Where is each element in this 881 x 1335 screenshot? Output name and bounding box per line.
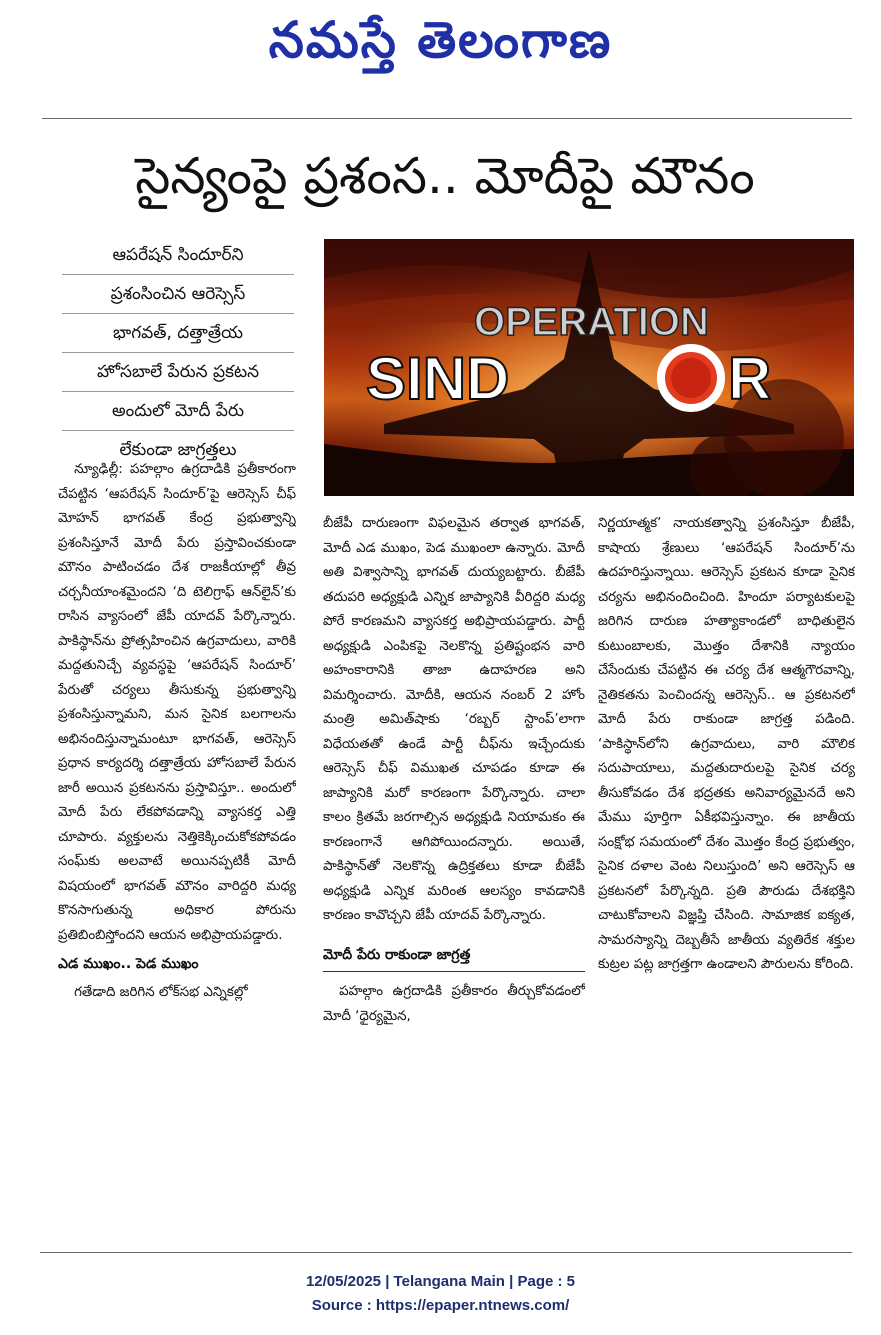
column1-tail: గతేడాది జరిగిన లోక్‌సభ ఎన్నికల్లో (74, 984, 248, 1000)
column1-body: న్యూఢిల్లీ: పహల్గాం ఉగ్రదాడికి ప్రతీకారంగా చేపట్టిన ‘ఆపరేషన్ సిందూర్’పై ఆరెస్సెస్ చీఫ్ మోహన్ భాగవత్ కేంద్ర ప్రభుత్వాన్ని ప్రశంసిస్తూనే మోదీ పేరు ప్రస్తావించకుండా మౌనం పాటించడం దేశ రాజకీయాల్లో తీవ్ర చర్చనీయాంశమైందని ‘ది టెలిగ్రాఫ్ ఆన్‌లైన్’కు రాసిన వ్యాసంలో జేపీ యాదవ్ పేర్కొన్నారు. పాకిస్థాన్‌ను ప్రోత్సహించిన ఉగ్రవాదులు, వారికి మద్దతునిచ్చే వ్యవస్థపై ‘ఆపరేషన్ సిందూర్’ పేరుతో చర్యలు తీసుకున్న ప్రభుత్వాన్ని ప్రశంసిస్తున్నామని, మన సైనిక బలగాలను అభినందిస్తున్నామంటూ భాగవత్, ఆరెస్సెస్ ప్రధాన కార్యదర్శి దత్తాత్రేయ హోసబాలే పేరున జారీ అయిన ప్రకటనను ప్రస్తావిస్తూ.. అందులో మోదీ పేరు లేకపోవడాన్ని వ్యాసకర్త ఎత్తి చూపారు. వ్యక్తులను నెత్తికెక్కించుకోకపోవడం సంఘ్‌కు అలవాటే అయినప్పటికీ మోదీ విషయంలో భాగవత్ మౌనం వారిద్దరి మధ్య కొనసాగుతున్న అధికార పోరును ప్రతిబింబిస్తోందని ఆయన అభిప్రాయపడ్డారు. (58, 462, 296, 943)
deck-line: ఆపరేషన్ సిందూర్‌ని (62, 236, 294, 275)
column1-subhead: ఎడ ముఖం.. పెడ ముఖం (58, 956, 199, 972)
masthead: నమస్తే తెలంగాణ (268, 10, 613, 69)
article-column-2 (323, 512, 585, 1242)
footer-divider (40, 1252, 852, 1253)
column3-body: నిర్ణయాత్మక’ నాయకత్వాన్ని ప్రశంసిస్తూ బీజేపీ, కాషాయ శ్రేణులు ‘ఆపరేషన్ సిందూర్’ను ఉదహరిస్తున్నాయి. ఆరెస్సెస్ ప్రకటన కూడా సైనిక చర్యను అభినందించింది. హిందూ పర్యాటకులపై జరిగిన దారుణ హత్యాకాండలో బాధితులైన కుటుంబాలకు, మొత్తం దేశానికి న్యాయం చేసేందుకు చేపట్టిన ఈ చర్య దేశ ఆత్మగౌరవాన్ని, నైతికతను పెంచిందన్న ఆరెస్సెస్.. ఆ ప్రకటనలో మోదీ పేరు రాకుండా జాగ్రత్త పడింది. ‘పాకిస్థాన్‌లోని ఉగ్రవాదులు, వారి మౌలిక సదుపాయాలు, మద్దతుదారులపై సైనిక చర్య తీసుకోవడం దేశ భద్రతకు అనివార్యమైనదే అని మేము పూర్తిగా ఏకీభవిస్తున్నాం. ఈ జాతీయ సంక్షోభ సమయంలో దేశం మొత్తం కేంద్ర ప్రభుత్వం, సైనిక దళాల వెంట నిలుస్తుంది’ అని ఆరెస్సెస్ ఆ ప్రకటనలో పేర్కొన్నది. ప్రతి పౌరుడు దేశభక్తిని చాటుకోవాలని విజ్ఞప్తి చేసింది. సామాజిక ఐక్యత, సామరస్యాన్ని దెబ్బతీసే జాతీయ వ్యతిరేక శక్తుల కుట్రల పట్ల జాగ్రత్తగా ఉండాలని పౌరులను కోరింది. (598, 516, 855, 972)
column2-subhead: మోదీ పేరు రాకుండా జాగ్రత్త (323, 939, 585, 973)
deck-line: భాగవత్, దత్తాత్రేయ (62, 314, 294, 353)
masthead-divider (42, 118, 852, 119)
deck-line: హోసబాలే పేరున ప్రకటన (62, 353, 294, 392)
photo-title-line2-end: R (728, 345, 772, 412)
footer-date-page: 12/05/2025 | Telangana Main | Page : 5 (305, 1273, 576, 1290)
deck (62, 236, 294, 469)
photo-title-line1: OPERATION (474, 300, 709, 344)
deck-line: లేకుండా జాగ్రత్తలు (119, 440, 237, 460)
column2-tail: పహల్గాం ఉగ్రదాడికి ప్రతీకారం తీర్చుకోవడంలో మోదీ ‘ధైర్యమైన, (323, 984, 585, 1024)
column2-body: బీజేపీ దారుణంగా విఫలమైన తర్వాత భాగవత్, మోదీ ఎడ ముఖం, పెడ ముఖంలా ఉన్నారు. మోదీ అతి విశ్వాసాన్ని భాగవత్ దుయ్యబట్టారు. బీజేపీ తదుపరి అధ్యక్షుడి ఎన్నిక జాప్యానికి వీరిద్దరి మధ్య పోరే కారణమని వ్యాసకర్త అభిప్రాయపడ్డారు. పార్టీ అధ్యక్షుడి ఎంపికపై నెలకొన్న ప్రతిష్టంభన వారి అహంకారానికి తాజా ఉదాహరణ అని విమర్శించారు. మోదీకి, ఆయన నంబర్ 2 హోం మంత్రి అమిత్‌షాకు ‘రబ్బర్ స్టాంప్’లాగా విధేయతతో ఉండే పార్టీ చీఫ్‌ను ఇచ్చేందుకు ఆరెస్సెస్ చీఫ్ విముఖత చూపడం కూడా ఈ జాప్యానికి మరో కారణంగా పేర్కొన్నారు. చాలా కాలం క్రితమే జరగాల్సిన అధ్యక్షుడి నియామకం ఈ కారణంగానే ఆగిపోయిందన్నారు. అయితే, పాకిస్థాన్‌తో నెలకొన్న ఉద్రిక్తతలు కూడా బీజేపీ అధ్యక్షుడి ఎన్నిక మరింత ఆలస్యం కావడానికి కారణం కావొచ్చని జేపీ యాదవ్ పేర్కొన్నారు. (323, 516, 585, 923)
article-column-1 (58, 458, 296, 1248)
headline: సైన్యంపై ప్రశంస.. మోదీపై మౌనం (135, 147, 755, 205)
operation-sindoor-photo (324, 239, 854, 496)
deck-line: ప్రశంసించిన ఆరెస్సెస్ (62, 275, 294, 314)
operation-sindoor-artwork (324, 239, 854, 496)
footer-source: Source : https://epaper.ntnews.com/ (311, 1297, 570, 1314)
article-column-3 (598, 512, 855, 1242)
deck-line: అందులో మోదీ పేరు (62, 392, 294, 431)
photo-title-line2: SIND (366, 345, 510, 412)
